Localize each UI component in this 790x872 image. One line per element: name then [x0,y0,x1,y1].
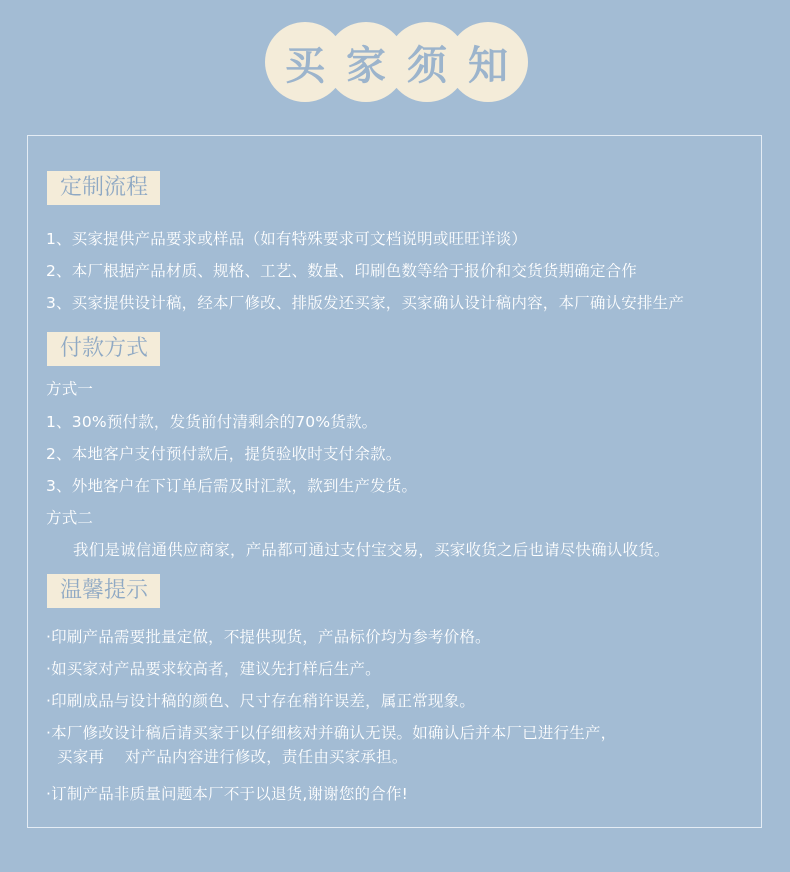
process-item-1: 1、买家提供产品要求或样品（如有特殊要求可文档说明或旺旺详谈） [46,230,528,248]
payment-method2-text: 我们是诚信通供应商家，产品都可通过支付宝交易，买家收货之后也请尽快确认收货。 [73,541,670,559]
title-char-2: 家 [326,22,406,102]
tips-item-2: ·如买家对产品要求较高者，建议先打样后生产。 [46,660,381,678]
tips-item-5: ·订制产品非质量问题本厂不于以退货,谢谢您的合作! [46,785,409,803]
payment-method1-label: 方式一 [46,380,94,398]
tips-item-4: ·本厂修改设计稿后请买家于以仔细核对并确认无误。如确认后并本厂已进行生产， [46,724,617,742]
section-heading-tips: 温馨提示 [47,574,160,608]
section-heading-process: 定制流程 [47,171,160,205]
tips-item-1: ·印刷产品需要批量定做，不提供现货，产品标价均为参考价格。 [46,628,491,646]
title-char-3: 须 [387,22,467,102]
payment-method1-item-1: 1、30%预付款，发货前付清剩余的70%货款。 [46,413,378,431]
tips-item-3: ·印刷成品与设计稿的颜色、尺寸存在稍许误差，属正常现象。 [46,692,476,710]
payment-method1-item-2: 2、本地客户支付预付款后，提货验收时支付余款。 [46,445,402,463]
payment-method1-item-3: 3、外地客户在下订单后需及时汇款，款到生产发货。 [46,477,418,495]
title-char-1: 买 [265,22,345,102]
section-heading-payment: 付款方式 [47,332,160,366]
title-char-4: 知 [448,22,528,102]
process-item-3: 3、买家提供设计稿，经本厂修改、排版发还买家，买家确认设计稿内容，本厂确认安排生产 [46,294,685,312]
process-item-2: 2、本厂根据产品材质、规格、工艺、数量、印刷色数等给于报价和交货货期确定合作 [46,262,637,280]
payment-method2-label: 方式二 [46,509,94,527]
tips-item-4-continued: 买家再 对产品内容进行修改，责任由买家承担。 [57,748,408,766]
page-title [265,22,527,102]
